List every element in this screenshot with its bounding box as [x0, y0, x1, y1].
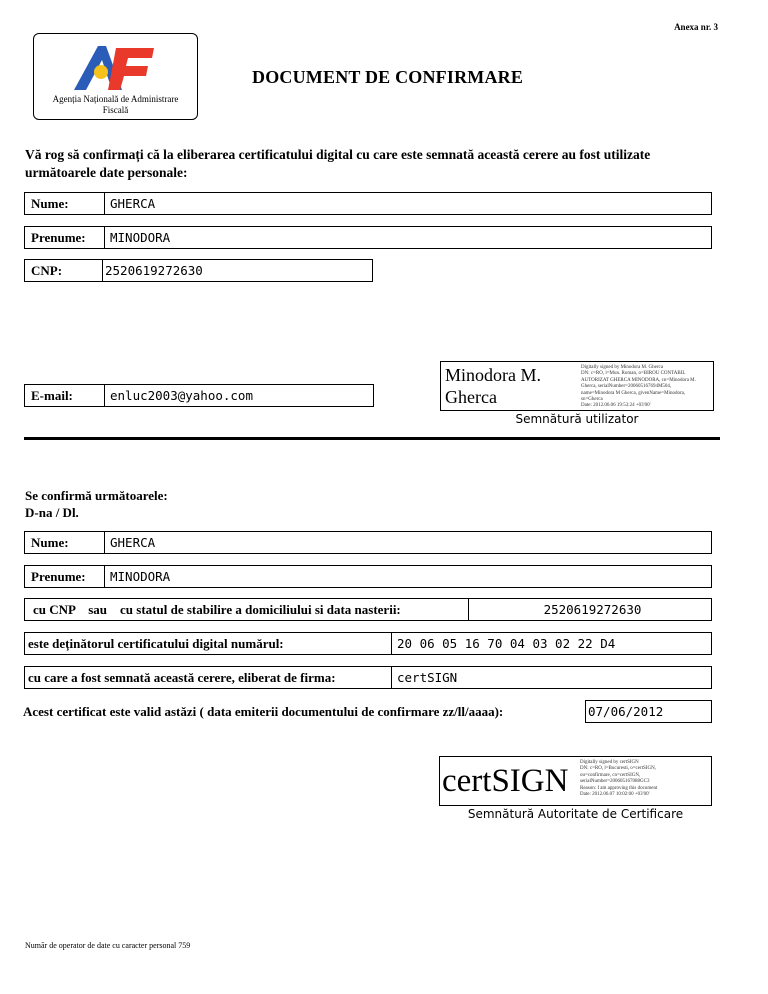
prenume-value: MINODORA	[110, 230, 171, 245]
confirm-issuer-value: certSIGN	[397, 670, 458, 685]
user-signature-detail-line: DN: c=RO, l=Mun. Roman, o=BIROU CONTABIL	[581, 371, 686, 377]
logo-text	[34, 94, 197, 116]
user-signature-box	[440, 361, 714, 411]
confirm-cnp-value: 2520619272630	[543, 602, 642, 617]
logo-text-line1: Agenția Națională de Administrare	[52, 94, 179, 104]
user-prenume-row	[24, 226, 712, 249]
user-email-row	[24, 384, 374, 407]
user-cnp-row	[24, 259, 373, 282]
user-signature-name-line2: Gherca	[445, 387, 497, 407]
authority-signature-detail-line: Date: 2012.06.07 10:02:00 +03'00'	[580, 792, 650, 798]
confirm-cert-label: este deținătorul certificatului digital numărul:	[28, 635, 284, 651]
prenume-label: Prenume:	[31, 229, 86, 245]
confirm-cnp-row	[24, 598, 712, 621]
user-signature-detail-line: name=Minodora M Gherca, givenName=Minodora,	[581, 390, 686, 396]
user-signature-name-line1: Minodora M.	[445, 365, 541, 385]
confirm-nume-label: Nume:	[31, 534, 69, 550]
nume-label: Nume:	[31, 195, 69, 211]
user-signature-detail-line: Gherca, serialNumber=200605167694M504,	[581, 384, 672, 390]
annex-number: Anexa nr. 3	[674, 22, 718, 32]
email-value: enluc2003@yahoo.com	[110, 388, 253, 403]
confirm-prenume-row	[24, 565, 712, 588]
user-signature-detail-line: AUTORIZAT GHERCA MINODORA, cn=Minodora M.	[581, 377, 696, 383]
authority-signature-detail-line: DN: c=RO, l=Bucuresti, o=certSIGN,	[580, 766, 656, 772]
confirm-line2: D-na / Dl.	[25, 505, 79, 520]
authority-signature-detail-line: serialNumber=200605167088GC3	[580, 779, 650, 785]
confirm-heading	[25, 487, 168, 521]
confirm-nume-value: GHERCA	[110, 535, 156, 550]
confirm-prenume-value: MINODORA	[110, 569, 171, 584]
confirm-cnp-label: cu CNP sau cu statul de stabilire a domiciliului si data nasterii:	[33, 601, 401, 617]
authority-signature-detail-line: ou=confirmare, cn=certSIGN,	[580, 772, 641, 778]
confirm-valid-box	[585, 700, 712, 723]
user-signature-detail-line: Digitally signed by Minodora M. Gherca	[581, 365, 663, 370]
confirm-nume-row	[24, 531, 712, 554]
confirm-line1: Se confirmă următoarele:	[25, 488, 168, 503]
page-title: DOCUMENT DE CONFIRMARE	[252, 67, 524, 87]
authority-signature-box	[439, 756, 712, 806]
user-signature-caption: Semnătură utilizator	[515, 412, 639, 426]
confirm-valid-value: 07/06/2012	[588, 704, 664, 719]
confirm-cert-value: 20 06 05 16 70 04 03 02 22 D4	[397, 636, 616, 651]
intro-text: Vă rog să confirmați că la eliberarea certificatului digital cu care este semnată această cerere au fost utilizate următoarele date personale:	[25, 147, 651, 180]
cnp-label: CNP:	[31, 262, 63, 278]
nume-value: GHERCA	[110, 196, 156, 211]
authority-signature-details	[578, 757, 659, 805]
authority-signature-detail-line: Reason: I am approving this document	[580, 785, 658, 791]
confirm-issuer-label: cu care a fost semnată această cerere, eliberat de firma:	[28, 669, 336, 685]
confirm-issuer-row	[24, 666, 712, 689]
confirm-cert-row	[24, 632, 712, 655]
user-signature-name	[441, 362, 579, 410]
user-signature-detail-line: Date: 2012.06.06 19:53:24 +03'00'	[581, 403, 651, 409]
section-divider	[24, 437, 720, 440]
user-nume-row	[24, 192, 712, 215]
cnp-value: 2520619272630	[105, 263, 203, 278]
authority-signature-caption: Semnătură Autoritate de Certificare	[467, 807, 684, 821]
footer-operator-number: Număr de operator de date cu caracter personal 759	[25, 941, 191, 950]
authority-signature-name: certSIGN	[442, 763, 569, 799]
anaf-logo-icon	[68, 40, 160, 92]
anaf-logo	[33, 33, 198, 120]
confirm-prenume-label: Prenume:	[31, 568, 86, 584]
email-label: E-mail:	[31, 387, 73, 403]
user-signature-detail-line: sn=Gherca	[581, 397, 603, 403]
user-signature-details	[579, 362, 698, 410]
logo-text-line2: Fiscală	[102, 105, 129, 115]
authority-signature-detail-line: Digitally signed by certSIGN	[580, 760, 639, 765]
confirm-valid-label: Acest certificat este valid astăzi ( data emiterii documentului de confirmare zz/ll/aaaa):	[23, 704, 504, 719]
